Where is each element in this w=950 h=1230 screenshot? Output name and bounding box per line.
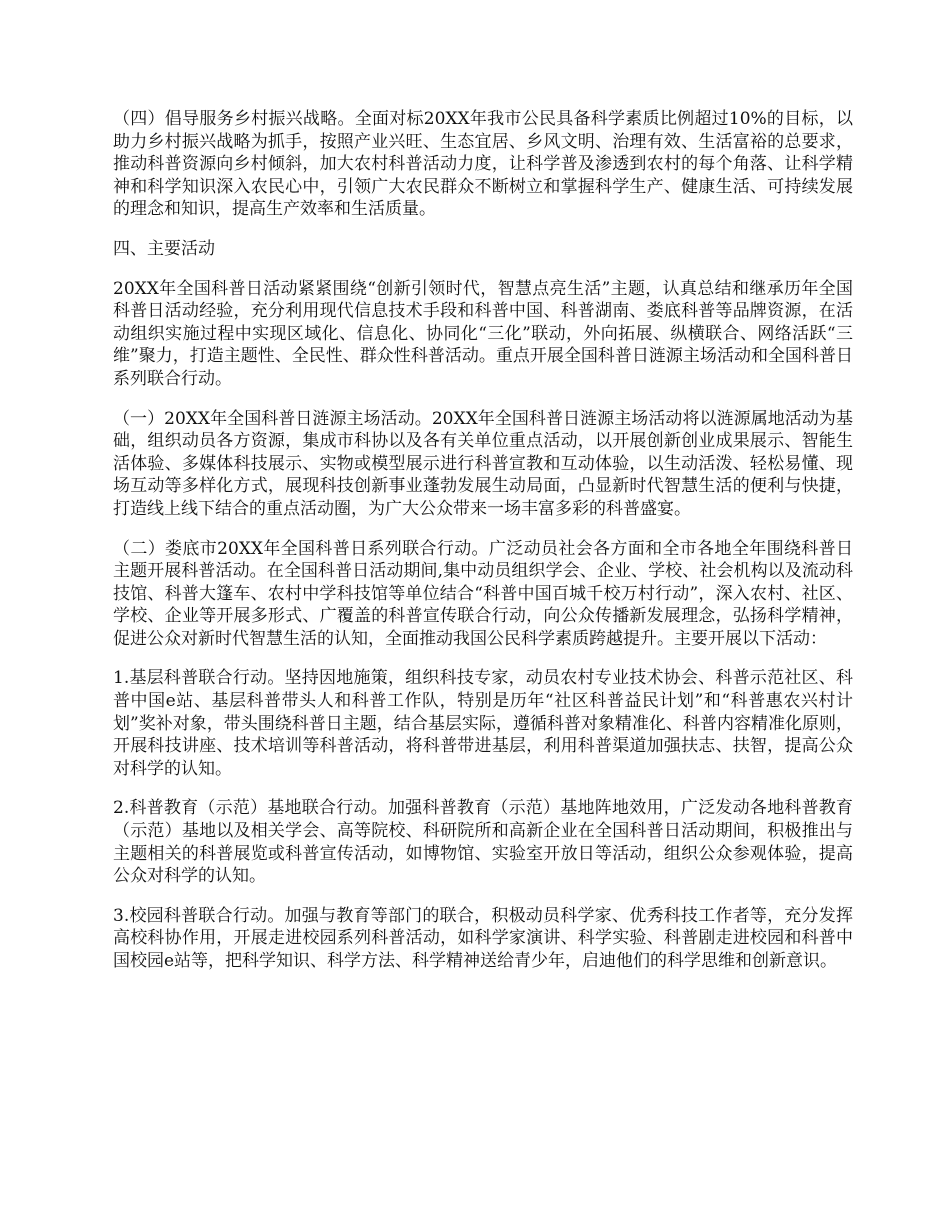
paragraph-education-base-action: 2.科普教育（示范）基地联合行动。加强科普教育（示范）基地阵地效用，广泛发动各地科普教育（示范）基地以及相关学会、高等院校、科研院所和高新企业在全国科普日活动期间，积极推出与主题相关的科普展览或科普宣传活动，如博物馆、实验室开放日等活动，组织公众参观体验，提高公众对科学的认知。 bbox=[113, 798, 853, 887]
paragraph-campus-action: 3.校园科普联合行动。加强与教育等部门的联合，积极动员科学家、优秀科技工作者等，充分发挥高校科协作用，开展走进校园系列科普活动，如科学家演讲、科学实验、科普剧走进校园和科普中国校园e站等，把科学知识、科学方法、科学精神送给青少年，启迪他们的科学思维和创新意识。 bbox=[113, 905, 853, 971]
paragraph-loudi-joint-actions: （二）娄底市20XX年全国科普日系列联合行动。广泛动员社会各方面和全市各地全年围绕科普日主题开展科普活动。在全国科普日活动期间,集中动员组织学会、企业、学校、社会机构以及流动科技馆、科普大篷车、农村中学科技馆等单位结合“科普中国百城千校万村行动”，深入农村、社区、学校、企业等开展多形式、广覆盖的科普宣传联合行动，向公众传播新发展理念，弘扬科学精神，促进公众对新时代智慧生活的认知，全面推动我国公民科学素质跨越提升。主要开展以下活动： bbox=[113, 538, 853, 649]
section-heading-main-activities: 四、主要活动 bbox=[113, 238, 215, 259]
document-page bbox=[113, 108, 853, 990]
paragraph-lianyuan-main-event: （一）20XX年全国科普日涟源主场活动。20XX年全国科普日涟源主场活动将以涟源属地活动为基础，组织动员各方资源，集成市科协以及各有关单位重点活动，以开展创新创业成果展示、智能生活体验、多媒体科技展示、实物或模型展示进行科普宣教和互动体验，以生动活泼、轻松易懂、现场互动等多样化方式，展现科技创新事业蓬勃发展生动局面，凸显新时代智慧生活的便利与快捷，打造线上线下结合的重点活动圈，为广大公众带来一场丰富多彩的科普盛宴。 bbox=[113, 408, 853, 519]
paragraph-activity-overview: 20XX年全国科普日活动紧紧围绕“创新引领时代，智慧点亮生活”主题，认真总结和继承历年全国科普日活动经验，充分利用现代信息技术手段和科普中国、科普湖南、娄底科普等品牌资源，在活动组织实施过程中实现区域化、信息化、协同化“三化”联动，外向拓展、纵横联合、网络活跃“三维”聚力，打造主题性、全民性、群众性科普活动。重点开展全国科普日涟源主场活动和全国科普日系列联合行动。 bbox=[113, 278, 853, 389]
paragraph-grassroots-action: 1.基层科普联合行动。坚持因地施策，组织科技专家，动员农村专业技术协会、科普示范社区、科普中国e站、基层科普带头人和科普工作队，特别是历年“社区科普益民计划”和“科普惠农兴村计划”奖补对象，带头围绕科普日主题，结合基层实际，遵循科普对象精准化、科普内容精准化原则，开展科技讲座、技术培训等科普活动，将科普带进基层，利用科普渠道加强扶志、扶智，提高公众对科学的认知。 bbox=[113, 668, 853, 779]
paragraph-rural-revitalization: （四）倡导服务乡村振兴战略。全面对标20XX年我市公民具备科学素质比例超过10%的目标，以助力乡村振兴战略为抓手，按照产业兴旺、生态宜居、乡风文明、治理有效、生活富裕的总要求，推动科普资源向乡村倾斜，加大农村科普活动力度，让科学普及渗透到农村的每个角落、让科学精神和科学知识深入农民心中，引领广大农民群众不断树立和掌握科学生产、健康生活、可持续发展的理念和知识，提高生产效率和生活质量。 bbox=[113, 109, 853, 220]
